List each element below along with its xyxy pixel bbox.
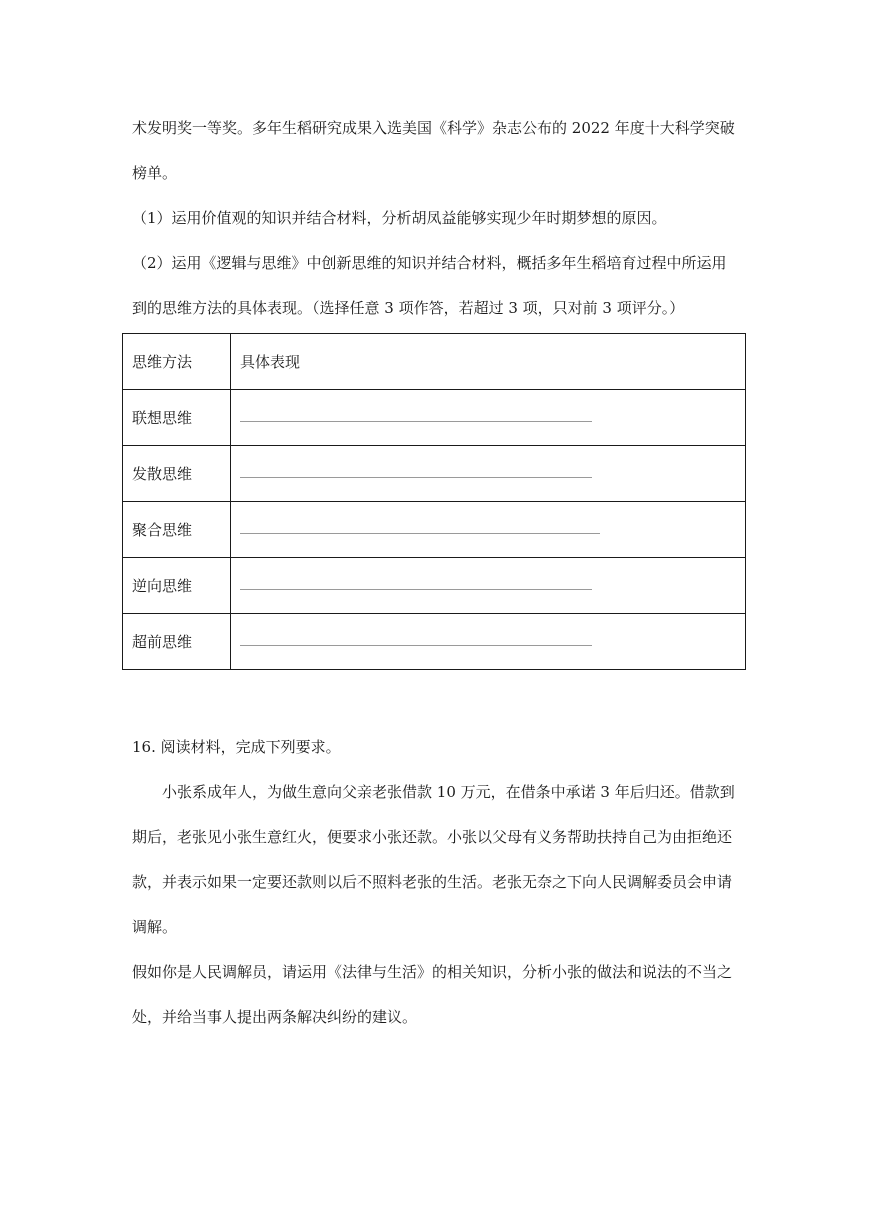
answer-blank [240, 477, 592, 478]
method-cell: 逆向思维 [123, 558, 231, 614]
method-cell: 聚合思维 [123, 502, 231, 558]
method-cell: 联想思维 [123, 390, 231, 446]
question-16-title: 16. 阅读材料，完成下列要求。 [132, 738, 341, 756]
answer-blank [240, 533, 600, 534]
header-method: 思维方法 [123, 334, 231, 390]
question-16-task-line-1: 假如你是人民调解员，请运用《法律与生活》的相关知识，分析小张的做法和说法的不当之 [132, 963, 733, 981]
material-continuation-line-2: 榜单。 [132, 164, 178, 182]
question-15-sub-2-line-1: （2）运用《逻辑与思维》中创新思维的知识并结合材料，概括多年生稻培育过程中所运用 [132, 254, 727, 272]
table-row [123, 446, 746, 502]
question-16-task-line-2: 处，并给当事人提出两条解决纠纷的建议。 [132, 1008, 418, 1026]
question-16-material-line-3: 款，并表示如果一定要还款则以后不照料老张的生活。老张无奈之下向人民调解委员会申请 [132, 873, 733, 891]
question-16-material-line-2: 期后，老张见小张生意红火，便要求小张还款。小张以父母有义务帮助扶持自己为由拒绝还 [132, 828, 733, 846]
answer-blank [240, 589, 592, 590]
table-row [123, 558, 746, 614]
thinking-methods-table [122, 333, 746, 670]
answer-cell[interactable] [231, 502, 746, 558]
answer-blank [240, 421, 592, 422]
material-continuation-line-1: 术发明奖一等奖。多年生稻研究成果入选美国《科学》杂志公布的 2022 年度十大科学突破 [132, 119, 735, 137]
header-detail: 具体表现 [231, 334, 746, 390]
table-row [123, 502, 746, 558]
answer-cell[interactable] [231, 558, 746, 614]
method-cell: 超前思维 [123, 614, 231, 670]
answer-cell[interactable] [231, 446, 746, 502]
table-header-row [123, 334, 746, 390]
answer-cell[interactable] [231, 614, 746, 670]
method-cell: 发散思维 [123, 446, 231, 502]
question-15-sub-2-line-2: 到的思维方法的具体表现。（选择任意 3 项作答，若超过 3 项，只对前 3 项评分。） [132, 299, 685, 317]
question-15-sub-1: （1）运用价值观的知识并结合材料，分析胡凤益能够实现少年时期梦想的原因。 [132, 209, 667, 227]
answer-blank [240, 645, 592, 646]
table-row [123, 614, 746, 670]
answer-cell[interactable] [231, 390, 746, 446]
question-16-material-line-1: 小张系成年人，为做生意向父亲老张借款 10 万元，在借条中承诺 3 年后归还。借款到 [162, 783, 735, 801]
table-row [123, 390, 746, 446]
question-16-material-line-4: 调解。 [132, 918, 178, 936]
